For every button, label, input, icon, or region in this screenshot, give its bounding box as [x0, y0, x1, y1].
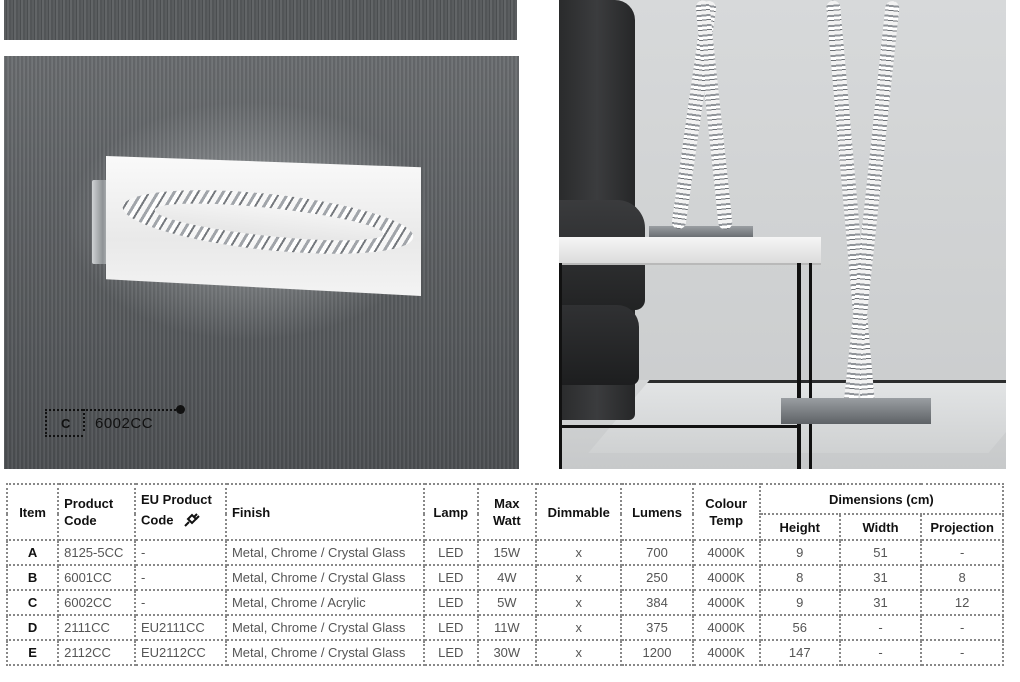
product-photo-wall-light: [4, 56, 519, 469]
table-leg: [797, 263, 801, 469]
cell-lumens: 384: [621, 590, 692, 615]
col-item: Item: [7, 484, 58, 540]
cell-lumens: 700: [621, 540, 692, 565]
table-row: [7, 565, 1003, 590]
cell-max-watt: 4W: [478, 565, 537, 590]
cell-colour-temp: 4000K: [693, 540, 760, 565]
cell-width: 31: [840, 590, 922, 615]
col-eu-product-code: [135, 484, 226, 540]
table-leg: [809, 263, 812, 469]
cell-height: 9: [760, 540, 840, 565]
cell-finish: Metal, Chrome / Crystal Glass: [226, 615, 424, 640]
cell-item: B: [7, 565, 58, 590]
cell-item: D: [7, 615, 58, 640]
cell-lamp: LED: [424, 615, 478, 640]
sofa-base: [559, 305, 639, 385]
cell-dimmable: x: [536, 565, 621, 590]
cell-colour-temp: 4000K: [693, 565, 760, 590]
cell-eu-product-code: -: [135, 540, 226, 565]
cell-lamp: LED: [424, 640, 478, 665]
cell-height: 147: [760, 640, 840, 665]
cell-product-code: 6002CC: [58, 590, 135, 615]
cell-lumens: 375: [621, 615, 692, 640]
cell-finish: Metal, Chrome / Acrylic: [226, 590, 424, 615]
side-table-top: [559, 237, 821, 265]
cell-projection: 12: [921, 590, 1003, 615]
cell-projection: -: [921, 540, 1003, 565]
cell-max-watt: 11W: [478, 615, 537, 640]
spec-table: [6, 483, 1004, 666]
product-photo-top: [4, 0, 517, 40]
col-dimensions: Dimensions (cm): [760, 484, 1003, 514]
cell-eu-product-code: EU2111CC: [135, 615, 226, 640]
table-rail: [559, 425, 799, 428]
cell-product-code: 6001CC: [58, 565, 135, 590]
cell-dimmable: x: [536, 590, 621, 615]
col-projection: Projection: [921, 514, 1003, 540]
col-dimmable: Dimmable: [536, 484, 621, 540]
cell-max-watt: 15W: [478, 540, 537, 565]
col-height: Height: [760, 514, 840, 540]
callout-code: 6002CC: [95, 415, 154, 432]
cell-lumens: 1200: [621, 640, 692, 665]
cell-finish: Metal, Chrome / Crystal Glass: [226, 540, 424, 565]
cell-height: 56: [760, 615, 840, 640]
col-lumens: Lumens: [621, 484, 692, 540]
eu-product-code-label: EU Product Code: [140, 491, 212, 527]
cell-item: A: [7, 540, 58, 565]
cell-lamp: LED: [424, 540, 478, 565]
cell-colour-temp: 4000K: [693, 640, 760, 665]
product-photo-floor-lamp: [559, 0, 1006, 469]
cell-dimmable: x: [536, 640, 621, 665]
cell-width: -: [840, 615, 922, 640]
cell-width: 51: [840, 540, 922, 565]
table-row: [7, 615, 1003, 640]
callout-dot: [176, 405, 185, 414]
col-lamp: Lamp: [424, 484, 478, 540]
cell-projection: 8: [921, 565, 1003, 590]
col-max-watt: Max Watt: [478, 484, 537, 540]
col-width: Width: [840, 514, 922, 540]
cell-lamp: LED: [424, 565, 478, 590]
cell-max-watt: 5W: [478, 590, 537, 615]
table-leg: [559, 263, 562, 469]
cell-product-code: 2111CC: [58, 615, 135, 640]
cell-width: -: [840, 640, 922, 665]
cell-dimmable: x: [536, 540, 621, 565]
cell-projection: -: [921, 615, 1003, 640]
cell-height: 8: [760, 565, 840, 590]
cell-max-watt: 30W: [478, 640, 537, 665]
col-finish: Finish: [226, 484, 424, 540]
cell-finish: Metal, Chrome / Crystal Glass: [226, 565, 424, 590]
cell-eu-product-code: EU2112CC: [135, 640, 226, 665]
cell-item: C: [7, 590, 58, 615]
floor-lamp-base: [781, 398, 931, 424]
cell-projection: -: [921, 640, 1003, 665]
table-row: [7, 640, 1003, 665]
cell-product-code: 2112CC: [58, 640, 135, 665]
plug-icon: [181, 508, 203, 534]
cell-item: E: [7, 640, 58, 665]
header-row: [7, 484, 1003, 514]
table-row: [7, 540, 1003, 565]
cell-eu-product-code: -: [135, 590, 226, 615]
cell-dimmable: x: [536, 615, 621, 640]
cell-finish: Metal, Chrome / Crystal Glass: [226, 640, 424, 665]
col-colour-temp: Colour Temp: [693, 484, 760, 540]
cell-lumens: 250: [621, 565, 692, 590]
table-row: [7, 590, 1003, 615]
cell-width: 31: [840, 565, 922, 590]
cell-eu-product-code: -: [135, 565, 226, 590]
callout-letter: C: [61, 416, 71, 431]
cell-product-code: 8125-5CC: [58, 540, 135, 565]
cell-colour-temp: 4000K: [693, 590, 760, 615]
cell-colour-temp: 4000K: [693, 615, 760, 640]
cell-height: 9: [760, 590, 840, 615]
col-product-code: Product Code: [58, 484, 135, 540]
cell-lamp: LED: [424, 590, 478, 615]
